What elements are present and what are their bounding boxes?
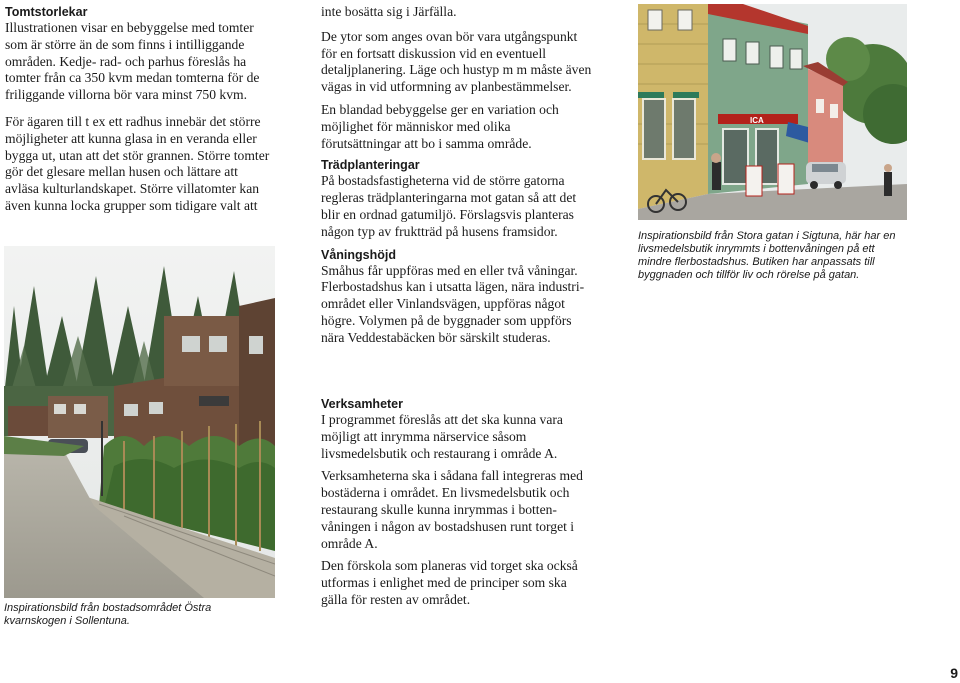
paragraph-blandad: En blandad bebyggelse ger en variation och möjlighet för människor med olika förutsättningar att bo i samma område. [321,101,559,151]
photo-stora-gatan-sigtuna [638,4,907,220]
paragraph-jarfalla: inte bosätta sig i Järfälla. [321,4,457,19]
caption-stora-gatan-sigtuna: Inspirationsbild från Stora gatan i Sigtuna, här har en livsmedelsbutik inrymmts i bottenvåningen på ett mindre flerbostadshus. Butiken har anpassats till byggnaden och tillför liv och rörelse på gatan. [638,230,896,281]
paragraph-tradplanteringar: På bostadsfastigheterna vid de större gatorna regleras trädplanteringarna mot gatan så att det blir en ordnad gatumiljö. Förslagsvis planteras någon typ av fruktträd på husens framsidor. [321,173,577,239]
ica-sign-text: ICA [750,116,764,125]
heading-vaningshojd: Våningshöjd [321,247,396,262]
paragraph-ytor: De ytor som anges ovan bör vara utgångspunkt för en fortsatt diskussion vid en eventuell detaljplanering. Läge och hustyp m m måste även vägas in vid utformning av planbestämmelser. [321,28,592,95]
caption-ostra-kvarnskogen: Inspirationsbild från bostadsområdet Östra kvarnskogen i Sollentuna. [4,602,212,627]
heading-tradplanteringar: Trädplanteringar [321,158,420,173]
paragraph-tomtstorlekar-2: För ägaren till t ex ett radhus innebär det större möjligheter att kunna glasa in en veranda eller bygga ut, utan att det stör grannen. Större tomter gör det glesare mellan husen och lättare att avläsa kulturlandskapet. Större villatomter kan även kunna locka grupper som tidigare valt att [5,113,270,213]
paragraph-vaningshojd: Småhus får uppföras med en eller två våningar. Flerbostadshus kan i utsatta lägen, nära industri-området eller Vinlandsvägen, uppföras något högre. Volymen på de byggnader som uppförs nära Veddestabäcken bör särskilt studeras. [321,262,585,345]
paragraph-verksamheter-2: Verksamheterna ska i sådana fall integreras med bostäderna i området. En livsmedelsbutik och restaurang skulle kunna inrymmas i botten-våningen i någon av bostadshusen runt torget i område A. [321,468,583,551]
paragraph-verksamheter-3: Den förskola som planeras vid torget ska också utformas i enlighet med de principer som ska gälla för resten av området. [321,558,578,607]
heading-tomtstorlekar: Tomtstorlekar [5,5,88,19]
left-column [5,4,273,215]
paragraph-verksamheter-1: I programmet föreslås att det ska kunna vara möjligt att inrymma närservice såsom livsmedelsbutik och restaurang i område A. [321,412,563,461]
middle-column [321,4,593,347]
paragraph-tomtstorlekar-1: Illustrationen visar en bebyggelse med tomter som är större än de som finns i intilliggande områden. Kedje- rad- och parhus föreslås ha tomter från ca 350 kvm medan tomterna för de friliggande villorna bör vara minst 750 kvm. [5,20,260,103]
middle-column-lower [321,396,589,609]
photo-ostra-kvarnskogen [4,246,275,598]
heading-verksamheter: Verksamheter [321,397,404,411]
page-number: 9 [950,665,958,681]
